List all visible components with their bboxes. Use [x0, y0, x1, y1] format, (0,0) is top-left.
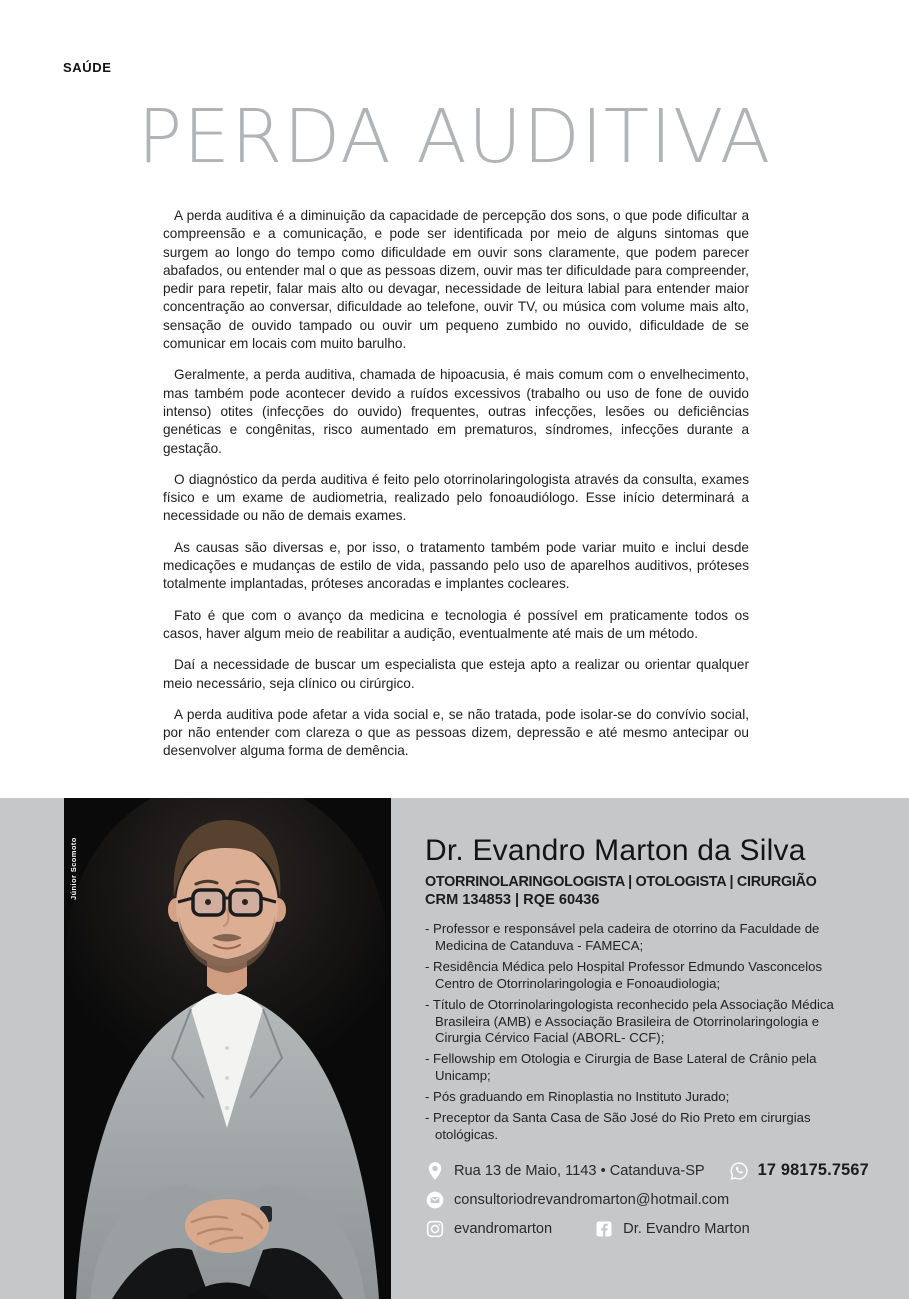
facebook-group — [594, 1219, 750, 1239]
doctor-photo — [64, 798, 391, 1299]
credential-item: - Pós graduando em Rinoplastia no Instituto Jurado; — [425, 1089, 730, 1105]
section-kicker: SAÚDE — [63, 60, 112, 75]
facebook-icon — [594, 1219, 614, 1239]
credential-item: - Título de Otorrinolaringologista reconhecido pela Associação Médica Brasileira (AMB) e Associação Brasileira de Otorrinolaringologia e Cirurgia Cérvico Facial (ABORL- CCF); — [425, 996, 834, 1046]
contact-block — [425, 1161, 877, 1239]
address-text: Rua 13 de Maio, 1143 • Catanduva-SP — [454, 1162, 705, 1179]
doctor-registration: CRM 134853 | RQE 60436 — [425, 892, 600, 908]
phone-number: 17 98175.7567 — [757, 1161, 869, 1180]
contact-row-address-phone — [425, 1161, 877, 1181]
whatsapp-icon — [729, 1161, 749, 1181]
contact-row-social — [425, 1219, 877, 1239]
article-paragraph: Fato é que com o avanço da medicina e tecnologia é possível em praticamente todos os casos, haver algum meio de reabilitar a audição, eventualmente até mais de um método. — [163, 607, 749, 641]
facebook-name: Dr. Evandro Marton — [623, 1220, 750, 1237]
credential-item: - Professor e responsável pela cadeira de otorrino da Faculdade de Medicina de Catanduva - FAMECA; — [425, 921, 820, 953]
credential-item: - Residência Médica pelo Hospital Professor Edmundo Vasconcelos Centro de Otorrinolaringologia e Fonoaudiologia; — [425, 958, 823, 991]
email-icon — [425, 1190, 445, 1210]
profile-band — [0, 798, 909, 1299]
credentials-list — [425, 921, 837, 1144]
doctor-info — [425, 834, 877, 1248]
doctor-name: Dr. Evandro Marton da Silva — [425, 834, 806, 867]
article-paragraph: A perda auditiva é a diminuição da capacidade de percepção dos sons, o que pode dificultar a compreensão e a comunicação, e pode ser identificada por meio de alguns sintomas que surgem ao longo do tempo como dificuldade em ouvir sons claramente, que podem parecer abafados, ou entender mal o que as pessoas dizem, ouvir mas ter dificuldade para compreender, pedir para repetir, falar mais alto ou devagar, necessidade de leitura labial para entender maior concentração ao conversar, dificuldade ao telefone, ouvir TV, ou música com volume mais alto, sensação de ouvido tampado ou ouvir um pequeno zumbido no ouvido, dificuldade de se comunicar em locais com muito barulho. — [163, 208, 749, 352]
page-title: PERDA AUDITIVA — [137, 94, 772, 180]
email-text: consultoriodrevandromarton@hotmail.com — [454, 1191, 730, 1208]
photo-credit: Júnior Scomoto — [69, 837, 78, 900]
article-paragraph: Daí a necessidade de buscar um especialista que esteja apto a realizar ou orientar qualquer meio necessário, seja clínico ou cirúrgico. — [163, 657, 749, 691]
article-body — [163, 207, 749, 774]
article-paragraph: As causas são diversas e, por isso, o tratamento também pode variar muito e inclui desde medicações e mudanças de estilo de vida, passando pelo uso de aparelhos auditivos, próteses totalmente implantadas, próteses ancoradas e implantes cocleares. — [163, 539, 749, 592]
doctor-specialties: OTORRINOLARINGOLOGISTA | OTOLOGISTA | CIRURGIÃO — [425, 874, 817, 890]
article-paragraph: Geralmente, a perda auditiva, chamada de hipoacusia, é mais comum com o envelhecimento, mas também pode acontecer devido a ruídos excessivos (trabalho ou uso de fone de ouvido intenso) otites (infecções do ouvido) frequentes, outras infecções, lesões ou deficiências genéticas e congênitas, risco aumentado em prematuros, síndromes, infecções durante a gestação. — [163, 367, 749, 456]
contact-row-email — [425, 1190, 877, 1210]
instagram-icon — [425, 1219, 445, 1239]
article-paragraph: A perda auditiva pode afetar a vida social e, se não tratada, pode isolar-se do convívio social, por não entender com clareza o que as pessoas dizem, depressão e até mesmo antecipar ou desenvolver alguma forma de demência. — [163, 706, 749, 759]
credential-item: - Preceptor da Santa Casa de São José do Rio Preto em cirurgias otológicas. — [425, 1110, 811, 1142]
instagram-handle: evandromarton — [454, 1220, 553, 1237]
credential-item: - Fellowship em Otologia e Cirurgia de Base Lateral de Crânio pela Unicamp; — [425, 1051, 817, 1084]
doctor-portrait-illustration — [64, 798, 391, 1299]
location-pin-icon — [425, 1161, 445, 1181]
article-paragraph: O diagnóstico da perda auditiva é feito pelo otorrinolaringologista através da consulta, exames físico e um exame de audiometria, realizado pelo fonoaudiólogo. Esse início determinará a necessidade ou não de demais exames. — [163, 471, 749, 524]
phone-group — [729, 1161, 869, 1181]
